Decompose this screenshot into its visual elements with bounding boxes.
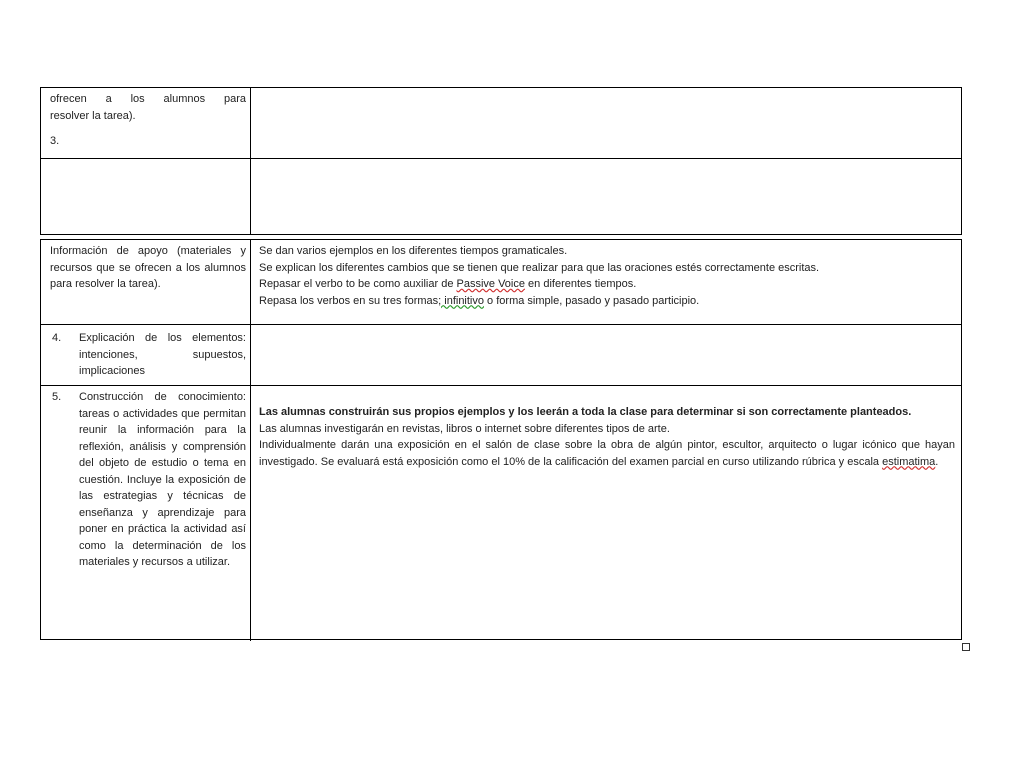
construction-content xyxy=(251,386,961,641)
table-top xyxy=(40,87,962,235)
table-top-row-2-left xyxy=(41,159,251,235)
row-1-left-line-2: resolver la tarea). xyxy=(50,109,136,122)
construction-line-3-text: Individualmente darán una exposición en el salón de clase sobre la obra de algún pintor, escultor, arquitecto o lugar icónico que hayan investigado. Se evaluará está exposición como el 10% de la calificación del examen parcial en curso utilizando rúbrica y escala xyxy=(259,439,955,468)
explanation-number: 4. xyxy=(52,332,62,344)
table-resize-handle[interactable] xyxy=(962,643,970,651)
construction-number: 5. xyxy=(52,391,62,403)
construction-label: Construcción de conocimiento: tareas o actividades que permitan reunir la información para la reflexión, análisis y comprensión del objeto de estudio o tema en cuestión. Incluye la exposición de las estrategias y técnicas de enseñanza y aprendizaje para poner en práctica la actividad así como la determinación de los materiales y recursos a utilizar. xyxy=(79,391,246,568)
table-bottom-row-3 xyxy=(41,385,961,641)
support-line-3 xyxy=(259,276,955,293)
support-line-2: Se explican los diferentes cambios que se tienen que realizar para que las oraciones estés correctamente escritas. xyxy=(259,261,820,274)
row-1-number: 3. xyxy=(50,135,60,147)
passive-voice-term: Passive Voice xyxy=(456,278,525,290)
explanation-item xyxy=(50,328,246,380)
table-bottom-row-2 xyxy=(41,324,961,385)
explanation-label: Explicación de los elementos: intenciones, supuestos, implicaciones xyxy=(79,332,246,377)
construction-line-3-post: . xyxy=(935,455,939,468)
construction-line-2: Las alumnas investigarán en revistas, libros o internet sobre diferentes tipos de arte. xyxy=(259,422,670,435)
support-info-label: Información de apoyo (materiales y recursos que se ofrecen a los alumnos para resolver la tarea). xyxy=(41,240,251,324)
support-line-3-post: en diferentes tiempos. xyxy=(524,278,637,290)
table-top-row-1 xyxy=(41,88,961,158)
construction-label-cell xyxy=(41,386,251,641)
support-line-4-pre: Repasa los verbos en su tres formas xyxy=(259,294,439,307)
table-bottom xyxy=(40,239,962,640)
construction-line-3 xyxy=(259,437,955,470)
support-line-3-pre: Repasar el verbo to be como auxiliar de xyxy=(259,278,457,290)
table-bottom-row-1 xyxy=(41,240,961,324)
support-line-1: Se dan varios ejemplos en los diferentes tiempos gramaticales. xyxy=(259,245,568,257)
table-top-row-1-right xyxy=(251,88,961,158)
construction-item xyxy=(50,389,246,571)
construction-bold-paragraph: Las alumnas construirán sus propios ejemplos y los leerán a toda la clase para determinar si son correctamente planteados. xyxy=(259,406,912,418)
explanation-label-cell xyxy=(41,325,251,385)
table-top-row-1-left xyxy=(41,88,251,158)
table-top-row-2-right xyxy=(251,159,961,235)
support-info-content xyxy=(251,240,961,324)
infinitivo-term: ; infinitivo xyxy=(438,294,484,307)
support-line-4-post: o forma simple, pasado y pasado participio. xyxy=(484,294,700,307)
explanation-content xyxy=(251,325,961,385)
row-1-left-line-1: ofrecen a los alumnos para xyxy=(50,93,246,105)
table-top-row-2 xyxy=(41,158,961,235)
support-line-4 xyxy=(259,293,955,310)
estimatima-term: estimatima xyxy=(882,455,936,468)
